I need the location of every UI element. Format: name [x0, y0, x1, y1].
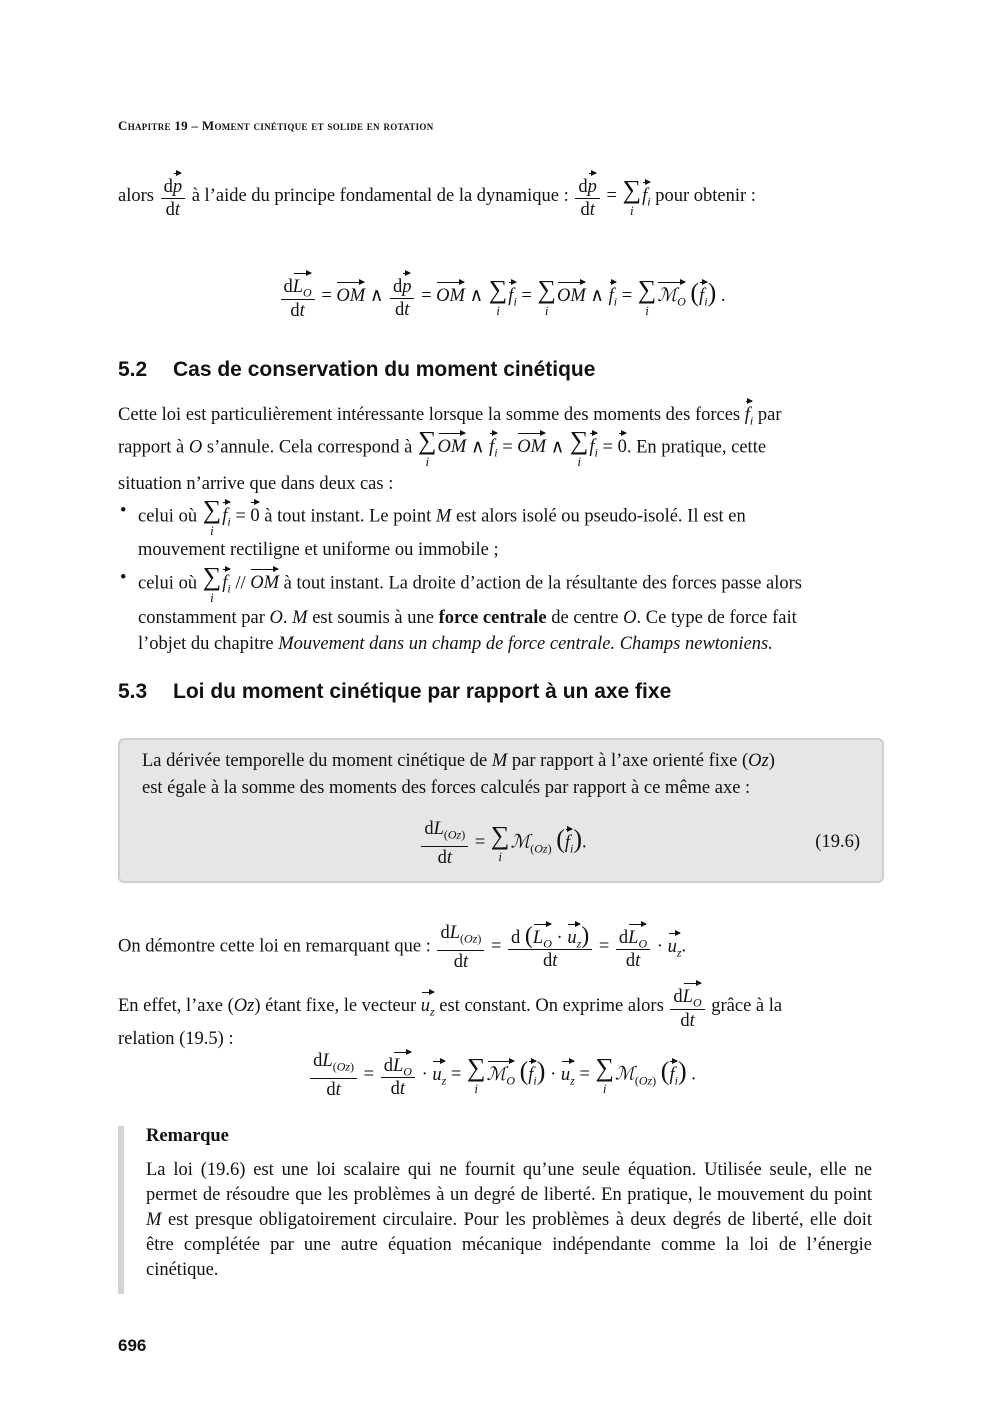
- box-line2: est égale à la somme des moments des forces calculés par rapport à ce même axe :: [142, 778, 751, 798]
- theorem-text: La dérivée temporelle du moment cinétique de M par rapport à l’axe orienté fixe (Oz) est égale à la somme des moments des forces calculés par rapport à ce même axe :: [142, 751, 775, 798]
- paragraph-5-2: Cette loi est particulièrement intéressante lorsque la somme des moments des forces $f_i$ par: [118, 400, 886, 430]
- fraction-dp-dt-2: $\frac{dp}{dt}$: [575, 172, 600, 221]
- paragraph-5-2-line3: [118, 470, 886, 499]
- b1-start: celui où: [138, 506, 198, 527]
- section-heading-5-3: [118, 680, 671, 704]
- remark-body-b: est presque obligatoirement circulaire. Pour les problèmes à deux degrés de liberté, elle doit être complétée par une autre équation mécanique indépendante comme la loi de l’énergie cinétique.: [146, 1210, 873, 1280]
- remark-box: [118, 1126, 892, 1294]
- b2-line3-a: l’objet du chapitre: [138, 634, 274, 654]
- section-number: 5.3: [118, 680, 148, 703]
- p1-line2-start: rapport à: [118, 437, 185, 458]
- effet-c: est constant. On exprime alors: [439, 996, 664, 1017]
- p1-par: par: [757, 405, 782, 425]
- p1-line2-mid: s’annule. Cela correspond à: [206, 437, 413, 458]
- bullet-item-1-line2: [118, 536, 886, 565]
- remark-title: Remarque: [146, 1126, 229, 1146]
- running-header: [118, 118, 434, 134]
- b2-bold: force centrale: [438, 608, 547, 628]
- p1-start: Cette loi est particulièrement intéressante lorsque la somme des moments des forces: [118, 405, 741, 425]
- effet-b: étant fixe, le vecteur: [265, 996, 417, 1017]
- sum-symbol: ∑ i: [622, 174, 642, 218]
- intro-mid: à l’aide du principe fondamental de la dynamique :: [191, 185, 569, 206]
- box-line1b: par rapport à l’axe orienté fixe: [511, 751, 738, 771]
- effet-line: En effet, l’axe (Oz) étant fixe, le vecteur $u_z$ est constant. On exprime alors $\frac{dL_O}{dt}$ grâce à la: [118, 982, 886, 1032]
- fraction-dp-dt: $\frac{dp}{dt}$: [161, 172, 186, 221]
- remark-body: La loi (19.6) est une loi scalaire qui ne fournit qu’une seule équation. Utilisée seule, elle ne permet de résoudre que les problèmes à un degré de liberté. En pratique, le mouvement du point M est presque obligatoirement circulaire. Pour les problèmes à deux degrés de liberté, elle doit être complétée par une autre équation mécanique indépendante comme la loi de l’énergie cinétique.: [146, 1160, 873, 1280]
- section-heading-5-2: [118, 358, 595, 382]
- demo-text: On démontre cette loi en remarquant que :: [118, 936, 431, 957]
- section-title: Loi du moment cinétique par rapport à un axe fixe: [173, 680, 672, 703]
- paragraph-5-2-line2: rapport à O s’annule. Cela correspond à ∑ i OM ∧ $f_i$ = OM ∧ ∑ i $f_i = 0$. En pratique, cette: [118, 426, 767, 469]
- theorem-box: [118, 738, 884, 883]
- bullet-item-2-line2: constamment par O. M est soumis à une force centrale de centre O. Ce type de force fait: [138, 608, 797, 628]
- b1-mid: à tout instant. Le point: [264, 506, 432, 527]
- remark-body-a: La loi (19.6) est une loi scalaire qui ne fournit qu’une seule équation. Utilisée seule, elle ne permet de résoudre que les problèmes à un degré de liberté. En pratique, le mouvement du point: [146, 1160, 872, 1205]
- intro-end: pour obtenir :: [655, 185, 756, 206]
- b2-line2-a: constamment par: [138, 608, 265, 628]
- p1-line3: situation n’arrive que dans deux cas :: [118, 474, 394, 494]
- section-number: 5.2: [118, 358, 148, 381]
- equation-final: $\frac{dL_{(Oz)}}{dt}$ = $\frac{dL_O}{dt}$ · $u_z$ = ∑ i ℳ$_O$ $(f_i) \cdot u_z$ = ∑ i ℳ$_{(Oz)}$ $(f_i)$ .: [118, 1050, 886, 1101]
- header-dash: –: [191, 118, 199, 133]
- b2-start: celui où: [138, 573, 198, 594]
- box-line1: La dérivée temporelle du moment cinétique de: [142, 751, 488, 771]
- effet-d: grâce à la: [711, 996, 783, 1017]
- b1-line2: mouvement rectiligne et uniforme ou immobile ;: [138, 540, 499, 560]
- p1-line2-end: . En pratique, cette: [626, 437, 767, 458]
- bullet-item-1: • celui où ∑ i $f_i = 0$ à tout instant. Le point M est alors isolé ou pseudo-isolé. Il est en: [120, 495, 746, 538]
- chapter-label: Chapitre 19: [118, 118, 188, 133]
- b2-line2-d: . Ce type de force fait: [636, 608, 797, 628]
- bullet-item-2: • celui où ∑ i $f_i$ // OM à tout instant. La droite d’action de la résultante des forces passe alors: [120, 562, 803, 605]
- intro-line: alors $\frac{dp}{dt}$ à l’aide du principe fondamental de la dynamique : $\frac{dp}{dt}$ = ∑ i $f_i$ pour obtenir :: [118, 172, 886, 221]
- equation-19-6: $\frac{dL_{(Oz)}}{dt}$ = ∑ i ℳ$_{(Oz)}$ $(f_i)$.: [120, 818, 886, 869]
- equation-number: (19.6): [815, 832, 860, 852]
- b2-line2-c: de centre: [551, 608, 619, 628]
- intro-alors: alors: [118, 185, 154, 206]
- section-title: Cas de conservation du moment cinétique: [173, 358, 596, 381]
- bullet-item-2-line3: [118, 630, 886, 659]
- b1-end: est alors isolé ou pseudo-isolé. Il est en: [455, 506, 746, 527]
- relation-text: relation (19.5) :: [118, 1029, 234, 1049]
- chapter-title: Moment cinétique et solide en rotation: [201, 118, 434, 133]
- b2-line2-b: est soumis à une: [312, 608, 434, 628]
- effet-a: En effet, l’axe: [118, 996, 223, 1017]
- demo-line: On démontre cette loi en remarquant que : $\frac{dL_{(Oz)}}{dt}$ = $\frac{d (L_O \cdot u_z)}{dt}$ = $\frac{dL_O}{dt}$ · $u_z$.: [118, 922, 687, 972]
- b2-mid: à tout instant. La droite d’action de la résultante des forces passe alors: [283, 573, 803, 594]
- b2-line3-italic: Mouvement dans un champ de force centrale. Champs newtoniens.: [278, 634, 773, 654]
- equation-dLO-dt: $\frac{dL_O}{dt}$ = OM ∧ $\frac{dp}{dt}$ = OM ∧ ∑ i $f_i$ = ∑ i OM ∧ $f_i$ = ∑ i ℳ$_O$ $(f_i)$ .: [118, 272, 886, 322]
- page-number: 696: [118, 1336, 147, 1355]
